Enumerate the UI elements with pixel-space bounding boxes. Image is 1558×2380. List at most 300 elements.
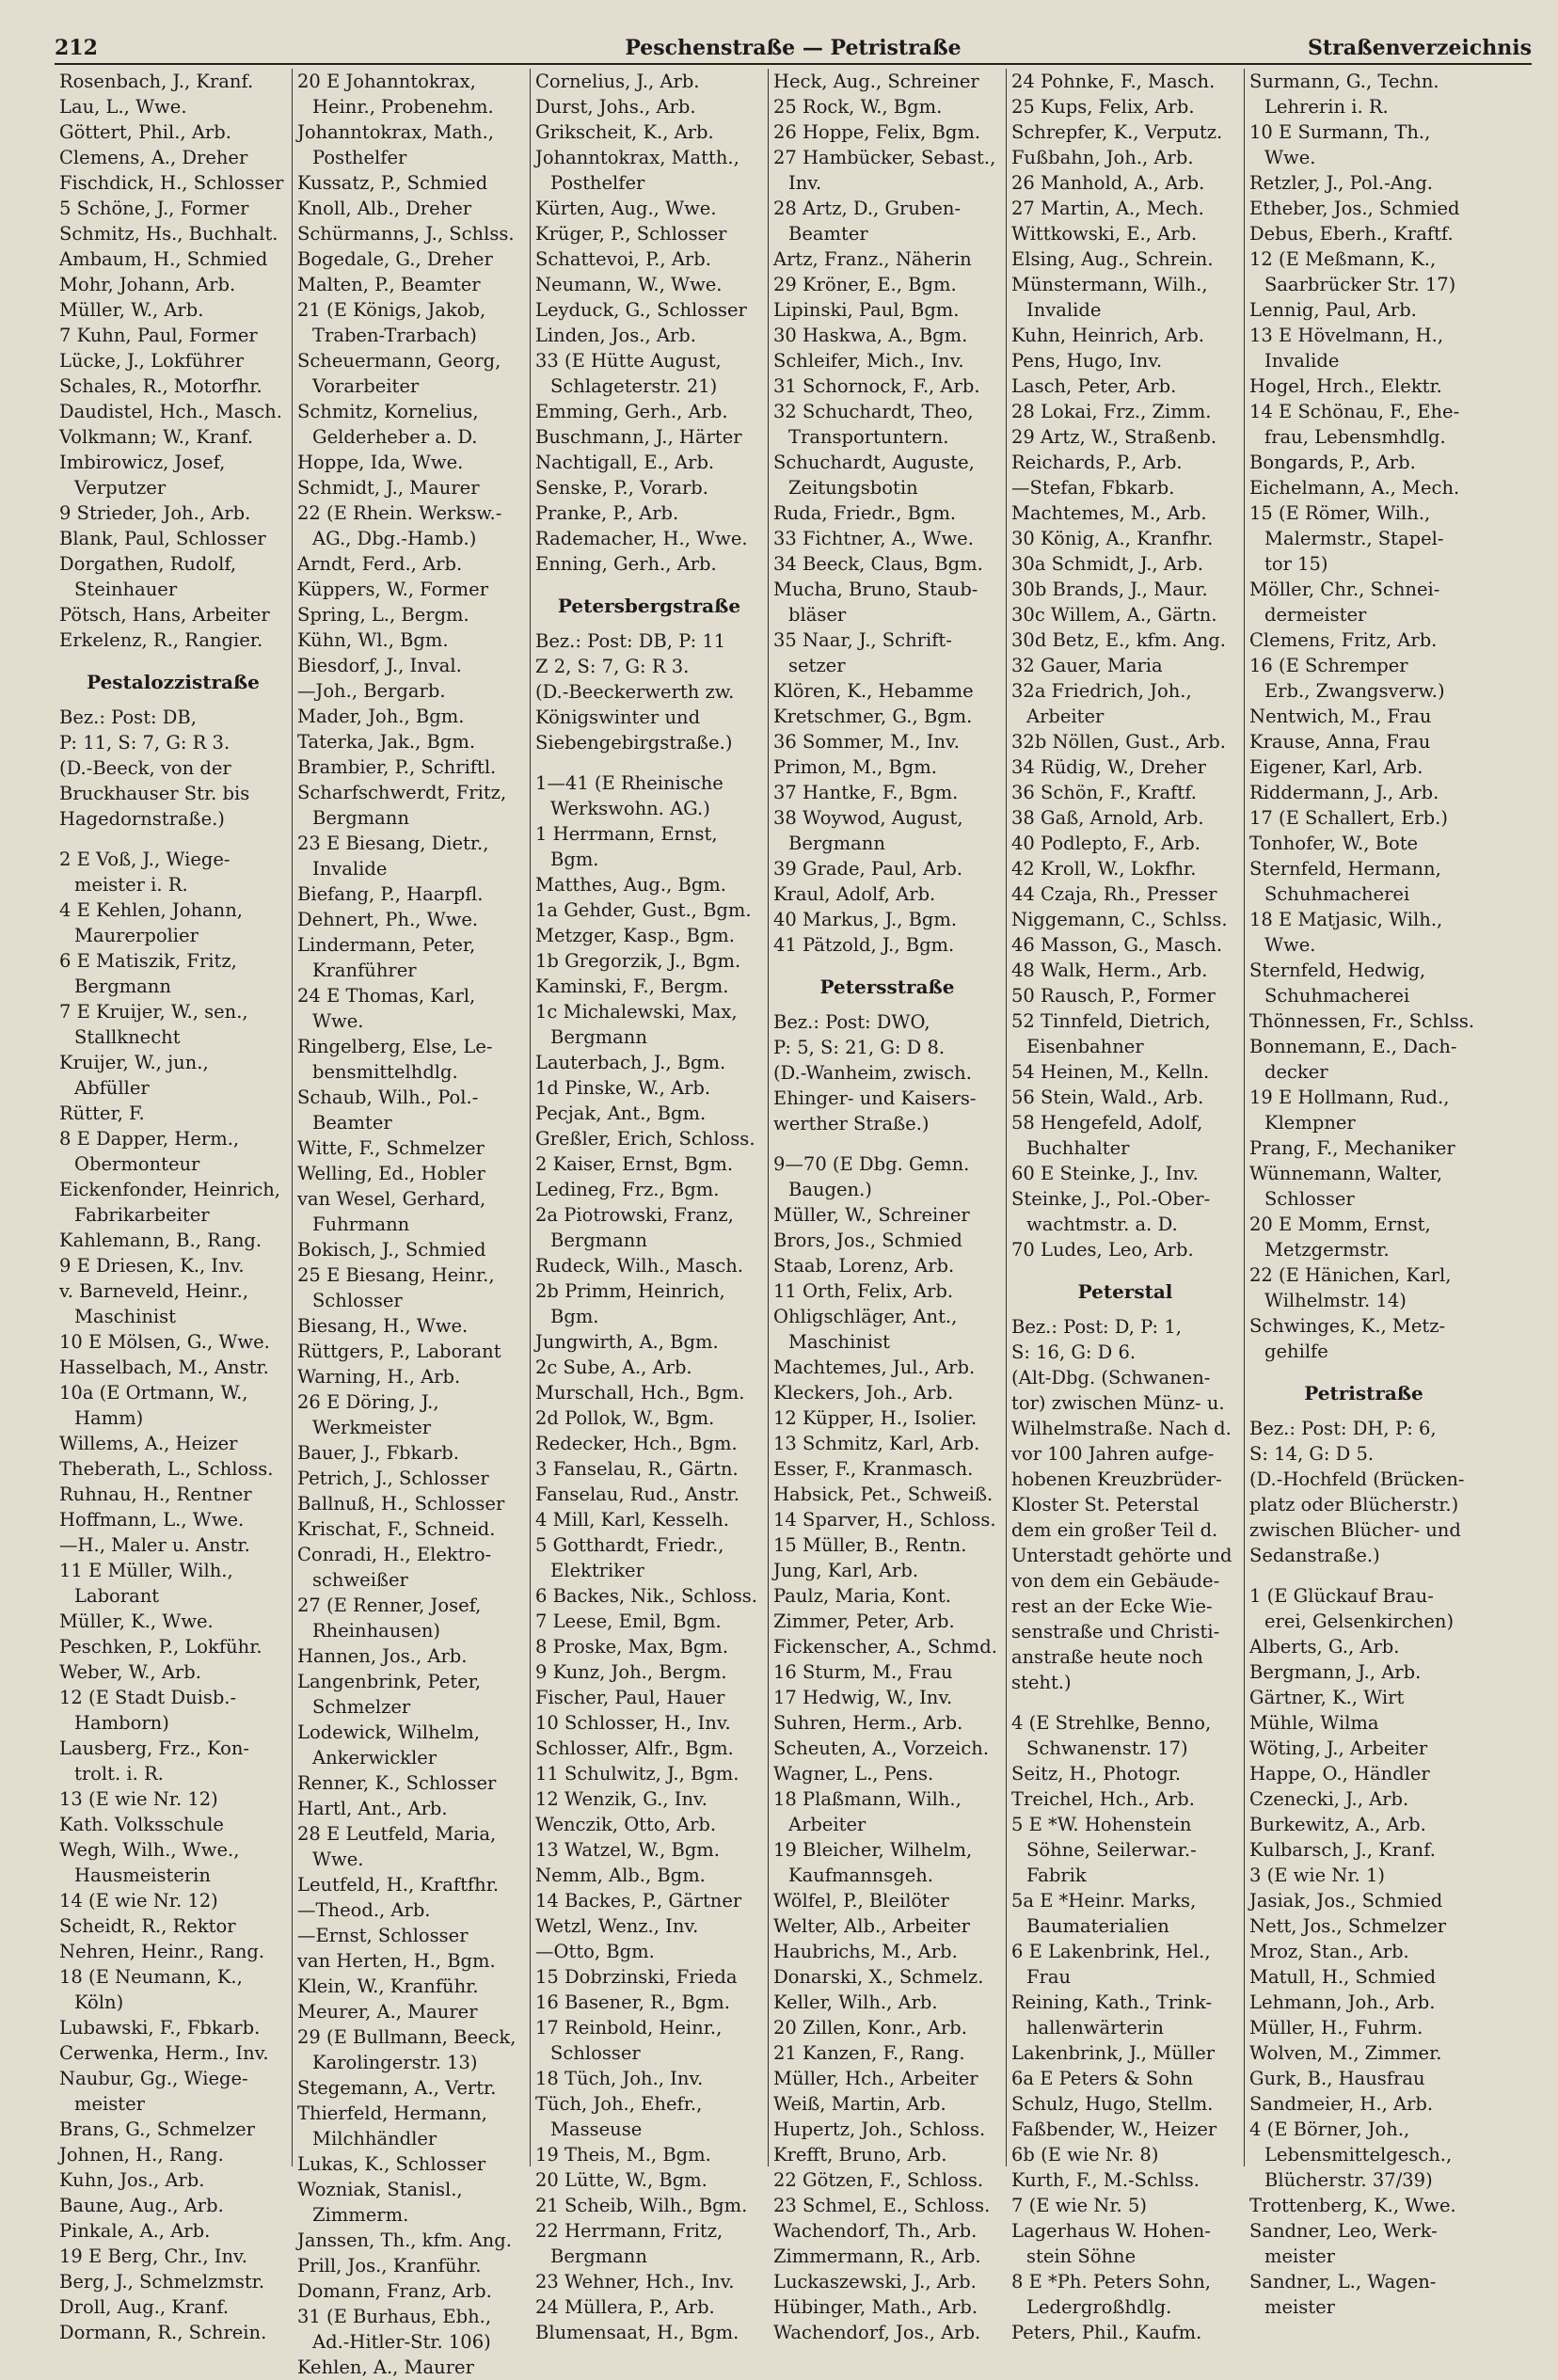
spacer xyxy=(773,1136,1001,1151)
directory-entry: Paulz, Maria, Kont. xyxy=(773,1585,951,1607)
spacer xyxy=(59,832,287,847)
directory-entry: Welter, Alb., Arbeiter xyxy=(773,1915,970,1937)
directory-entry: Schmidt, J., Maurer xyxy=(297,477,480,499)
directory-entry: Lücke, J., Lokführer xyxy=(59,350,245,372)
column-6 xyxy=(1245,69,1483,2318)
directory-entry: 1b Gregorzik, J., Bgm. xyxy=(535,950,741,972)
directory-entry: Scharfschwerdt, Fritz, xyxy=(297,782,507,803)
directory-entry: —H., Maler u. Anstr. xyxy=(59,1534,250,1556)
entry-continuation: meister xyxy=(74,2093,145,2115)
directory-entry: Krause, Anna, Frau xyxy=(1249,731,1431,753)
directory-entry: 28 Lokai, Frz., Zimm. xyxy=(1011,401,1212,422)
directory-entry: Daudistel, Hch., Masch. xyxy=(59,401,282,422)
street-heading: Peterstal xyxy=(1077,1280,1173,1303)
directory-entry: Ruda, Friedr., Bgm. xyxy=(773,502,957,524)
directory-entry: 2d Pollok, W., Bgm. xyxy=(535,1407,715,1429)
directory-entry: Ballnuß, H., Schlosser xyxy=(297,1493,505,1515)
directory-entry: 32 Schuchardt, Theo, xyxy=(773,401,974,422)
directory-entry: Hagedornstraße.) xyxy=(59,808,225,830)
directory-entry: 1 (E Glückauf Brau- xyxy=(1249,1585,1434,1607)
directory-entry: Kehlen, A., Maurer xyxy=(297,2356,474,2378)
entry-continuation: Ad.-Hitler-Str. 106) xyxy=(312,2331,491,2353)
directory-entry: 26 Hoppe, Felix, Bgm. xyxy=(773,121,981,143)
directory-entry: Ledineg, Frz., Bgm. xyxy=(535,1179,720,1200)
directory-entry: 28 Artz, D., Gruben- xyxy=(773,198,962,219)
directory-entry: 30 König, A., Kranfhr. xyxy=(1011,528,1214,549)
directory-entry: 9 Kunz, Joh., Bergm. xyxy=(535,1661,727,1683)
directory-entry: 11 Schulwitz, J., Bgm. xyxy=(535,1763,739,1785)
entry-continuation: Saarbrücker Str. 17) xyxy=(1264,274,1456,295)
directory-entry: 21 Kanzen, F., Rang. xyxy=(773,2042,965,2064)
entry-continuation: Bergmann xyxy=(312,807,409,829)
column-4 xyxy=(769,69,1007,2343)
entry-continuation: Schlosser xyxy=(312,1290,403,1311)
directory-entry: 29 (E Bullmann, Beeck, xyxy=(297,2026,517,2048)
directory-entry: Krefft, Bruno, Arb. xyxy=(773,2144,947,2166)
directory-entry: Mucha, Bruno, Staub- xyxy=(773,579,978,600)
directory-entry: 2c Sube, A., Arb. xyxy=(535,1357,692,1378)
directory-entry: Wetzl, Wenz., Inv. xyxy=(535,1915,699,1937)
directory-entry: Dehnert, Ph., Wwe. xyxy=(297,909,479,930)
entry-continuation: Ledergroßhdlg. xyxy=(1026,2296,1172,2318)
directory-entry: 10 Schlosser, H., Inv. xyxy=(535,1712,731,1734)
directory-entry: Surmann, G., Techn. xyxy=(1249,71,1439,92)
directory-entry: 32 Gauer, Maria xyxy=(1011,655,1163,676)
directory-entry: Wittkowski, E., Arb. xyxy=(1011,223,1198,245)
directory-entry: Wünnemann, Walter, xyxy=(1249,1163,1443,1184)
directory-entry: 15 Müller, B., Rentn. xyxy=(773,1534,967,1556)
directory-entry: 6b (E wie Nr. 8) xyxy=(1011,2144,1159,2166)
directory-entry: —Joh., Bergarb. xyxy=(297,680,446,702)
entry-continuation: Arbeiter xyxy=(788,1814,866,1835)
entry-continuation: Wwe. xyxy=(312,1848,364,1870)
entry-continuation: stein Söhne xyxy=(1026,2245,1137,2267)
spacer xyxy=(535,755,763,770)
directory-entry: Fischer, Paul, Hauer xyxy=(535,1687,725,1708)
directory-entry: 30c Willem, A., Gärtn. xyxy=(1011,604,1217,626)
directory-entry: 4 Mill, Karl, Kesselh. xyxy=(535,1509,729,1531)
directory-entry: (Alt-Dbg. (Schwanen- xyxy=(1011,1367,1211,1388)
column-1 xyxy=(55,69,293,2343)
directory-entry: S: 14, G: D 5. xyxy=(1249,1443,1375,1465)
directory-entry: 18 Tüch, Joh., Inv. xyxy=(535,2068,704,2089)
directory-entry: Zimmermann, R., Arb. xyxy=(773,2245,981,2267)
directory-entry: Sandner, Leo, Werk- xyxy=(1249,2220,1438,2242)
directory-entry: Willems, A., Heizer xyxy=(59,1433,238,1454)
directory-entry: hobenen Kreuzbrüder- xyxy=(1011,1468,1222,1490)
directory-entry: 30d Betz, E., kfm. Ang. xyxy=(1011,629,1226,651)
directory-entry: Wenczik, Otto, Arb. xyxy=(535,1814,717,1835)
directory-entry: Dormann, R., Schrein. xyxy=(59,2322,267,2343)
entry-continuation: trolt. i. R. xyxy=(74,1763,164,1785)
entry-continuation: Fabrikarbeiter xyxy=(74,1204,210,1226)
directory-entry: Lindermann, Peter, xyxy=(297,934,476,956)
entry-continuation: Wwe. xyxy=(1264,147,1316,168)
directory-entry: Schwinges, K., Metz- xyxy=(1249,1315,1446,1337)
directory-entry: von dem ein Gebäude- xyxy=(1011,1570,1220,1592)
directory-entry: Fußbahn, Joh., Arb. xyxy=(1011,147,1194,168)
directory-entry: Durst, Johs., Arb. xyxy=(535,96,696,118)
directory-entry: (D.-Hochfeld (Brücken- xyxy=(1249,1468,1465,1490)
directory-entry: Klören, K., Hebamme xyxy=(773,680,974,702)
directory-entry: Hartl, Ant., Arb. xyxy=(297,1798,448,1819)
directory-entry: 27 Hambücker, Sebast., xyxy=(773,147,996,168)
directory-entry: Matull, H., Schmied xyxy=(1249,1966,1437,1988)
entry-continuation: Steinhauer xyxy=(74,579,178,600)
directory-entry: Lakenbrink, J., Müller xyxy=(1011,2042,1216,2064)
directory-entry: 12 Wenzik, G., Inv. xyxy=(535,1788,707,1810)
directory-entry: 20 E Momm, Ernst, xyxy=(1249,1214,1431,1235)
directory-entry: Rademacher, H., Wwe. xyxy=(535,528,748,549)
directory-entry: 6 E Matiszik, Fritz, xyxy=(59,950,237,972)
directory-entry: 18 (E Neumann, K., xyxy=(59,1966,243,1988)
directory-entry: Lau, L., Wwe. xyxy=(59,96,187,118)
entry-continuation: Baumaterialien xyxy=(1026,1915,1169,1937)
directory-entry: Ambaum, H., Schmied xyxy=(59,248,268,270)
entry-continuation: Bgm. xyxy=(550,849,599,870)
directory-entry: 15 Dobrzinski, Frieda xyxy=(535,1966,738,1988)
directory-entry: Weiß, Martin, Arb. xyxy=(773,2093,946,2115)
directory-entry: 1a Gehder, Gust., Bgm. xyxy=(535,899,752,921)
directory-entry: 9 E Driesen, K., Inv. xyxy=(59,1255,245,1277)
directory-entry: Königswinter und xyxy=(535,706,701,728)
directory-entry: Erkelenz, R., Rangier. xyxy=(59,629,263,651)
directory-entry: Krischat, F., Schneid. xyxy=(297,1518,496,1540)
directory-entry: 7 E Kruijer, W., sen., xyxy=(59,1001,248,1023)
directory-entry: Gurk, B., Hausfrau xyxy=(1249,2068,1425,2089)
directory-entry: zwischen Blücher- und xyxy=(1249,1519,1461,1541)
entry-continuation: Wilhelmstr. 14) xyxy=(1264,1290,1407,1311)
directory-entry: P: 5, S: 21, G: D 8. xyxy=(773,1037,946,1058)
directory-entry: 54 Heinen, M., Kelln. xyxy=(1011,1061,1210,1083)
directory-entry: 24 Pohnke, F., Masch. xyxy=(1011,71,1216,92)
directory-entry: Biesdorf, J., Inval. xyxy=(297,655,462,676)
directory-entry: 11 Orth, Felix, Arb. xyxy=(773,1280,954,1302)
directory-entry: 1 Herrmann, Ernst, xyxy=(535,823,718,845)
directory-entry: Warning, H., Arb. xyxy=(297,1366,461,1388)
directory-entry: Witte, F., Schmelzer xyxy=(297,1137,485,1159)
directory-entry: Kath. Volksschule xyxy=(59,1814,224,1835)
entry-continuation: Werkswohn. AG.) xyxy=(550,798,710,819)
directory-entry: 24 E Thomas, Karl, xyxy=(297,985,476,1007)
directory-entry: Pötsch, Hans, Arbeiter xyxy=(59,604,270,626)
entry-continuation: Bergmann xyxy=(788,833,885,854)
directory-entry: Hoppe, Ida, Wwe. xyxy=(297,452,464,473)
directory-entry: Treichel, Hch., Arb. xyxy=(1011,1788,1195,1810)
directory-entry: Johanntokrax, Math., xyxy=(297,121,494,143)
directory-entry: Fickenscher, A., Schmd. xyxy=(773,1636,997,1658)
directory-entry: Machtemes, Jul., Arb. xyxy=(773,1357,976,1378)
entry-continuation: gehilfe xyxy=(1264,1341,1328,1362)
directory-entry: 29 Artz, W., Straßenb. xyxy=(1011,426,1217,448)
directory-entry: 50 Rausch, P., Former xyxy=(1011,985,1216,1007)
entry-continuation: Vorarbeiter xyxy=(312,375,420,397)
directory-entry: Czenecki, J., Arb. xyxy=(1249,1788,1409,1810)
street-heading: Petristraße xyxy=(1304,1382,1423,1404)
directory-entry: 4 E Kehlen, Johann, xyxy=(59,899,243,921)
directory-entry: 20 Lütte, W., Bgm. xyxy=(535,2169,707,2191)
directory-entry: 22 Götzen, F., Schloss. xyxy=(773,2169,984,2191)
directory-entry: 46 Masson, G., Masch. xyxy=(1011,934,1223,956)
entry-continuation: Kranführer xyxy=(312,960,417,981)
page-number: 212 xyxy=(55,36,98,60)
entry-continuation: Verputzer xyxy=(74,477,167,499)
directory-entry: 28 E Leutfeld, Maria, xyxy=(297,1823,497,1845)
entry-continuation: Schuhmacherei xyxy=(1264,883,1410,905)
directory-entry: Müller, K., Wwe. xyxy=(59,1610,214,1632)
entry-continuation: Beamter xyxy=(312,1112,392,1134)
column-3 xyxy=(531,69,769,2343)
directory-entry: 15 (E Römer, Wilh., xyxy=(1249,502,1431,524)
directory-entry: Schürmanns, J., Schlss. xyxy=(297,223,515,245)
directory-entry: 13 Schmitz, Karl, Arb. xyxy=(773,1433,980,1454)
directory-entry: Lasch, Peter, Arb. xyxy=(1011,375,1177,397)
entry-continuation: Heinr., Probenehm. xyxy=(312,96,494,118)
entry-continuation: meister i. R. xyxy=(74,874,188,896)
directory-entry: Riddermann, J., Arb. xyxy=(1249,782,1439,803)
directory-entry: Lukas, K., Schlosser xyxy=(297,2153,486,2175)
entry-continuation: Invalide xyxy=(1264,350,1340,372)
entry-continuation: Schuhmacherei xyxy=(1264,985,1410,1007)
directory-entry: Malten, P., Beamter xyxy=(297,274,481,295)
directory-entry: 16 Basener, R., Bgm. xyxy=(535,1991,730,2013)
directory-entry: Lausberg, Frz., Kon- xyxy=(59,1737,250,1759)
directory-entry: Nett, Jos., Schmelzer xyxy=(1249,1915,1447,1937)
directory-entry: Cornelius, J., Arb. xyxy=(535,71,700,92)
directory-entry: Kleckers, Joh., Arb. xyxy=(773,1382,954,1404)
entry-continuation: Masseuse xyxy=(550,2118,643,2140)
directory-entry: 19 E Berg, Chr., Inv. xyxy=(59,2245,247,2267)
directory-entry: Primon, M., Bgm. xyxy=(773,756,937,778)
directory-entry: Krüger, P., Schlosser xyxy=(535,223,727,245)
directory-entry: 17 Hedwig, W., Inv. xyxy=(773,1687,953,1708)
entry-continuation: Beamter xyxy=(788,223,868,245)
directory-entry: v. Barneveld, Heinr., xyxy=(59,1280,249,1302)
column-2 xyxy=(293,69,531,2378)
directory-entry: Conradi, H., Elektro- xyxy=(297,1544,492,1565)
directory-entry: Kuhn, Jos., Arb. xyxy=(59,2169,205,2191)
directory-entry: Lennig, Paul, Arb. xyxy=(1249,299,1417,321)
directory-entry: 20 E Johanntokrax, xyxy=(297,71,476,92)
entry-continuation: Hamborn) xyxy=(74,1712,169,1734)
directory-entry: 17 Reinbold, Heinr., xyxy=(535,2017,723,2039)
directory-entry: dem ein großer Teil d. xyxy=(1011,1519,1218,1541)
directory-entry: 13 (E wie Nr. 12) xyxy=(59,1788,218,1810)
entry-continuation: Bergmann xyxy=(550,1230,647,1251)
directory-entry: 20 Zillen, Konr., Arb. xyxy=(773,2017,967,2039)
directory-entry: Gärtner, K., Wirt xyxy=(1249,1687,1405,1708)
entry-continuation: Arbeiter xyxy=(1026,706,1105,727)
entry-continuation: Schlageterstr. 21) xyxy=(550,375,718,397)
directory-entry: 6a E Peters & Sohn xyxy=(1011,2068,1194,2089)
spacer xyxy=(1249,1568,1478,1583)
directory-entry: Pranke, P., Arb. xyxy=(535,502,679,524)
entry-continuation: Wwe. xyxy=(312,1010,364,1032)
directory-entry: Trottenberg, K., Wwe. xyxy=(1249,2195,1456,2216)
directory-entry: 41 Pätzold, J., Bgm. xyxy=(773,934,955,956)
directory-entry: 70 Ludes, Leo, Arb. xyxy=(1011,1239,1194,1261)
directory-entry: Rosenbach, J., Kranf. xyxy=(59,71,254,92)
directory-entry: Faßbender, W., Heizer xyxy=(1011,2118,1217,2140)
directory-entry: 38 Gaß, Arnold, Arb. xyxy=(1011,807,1204,829)
entry-continuation: Posthelfer xyxy=(312,147,407,168)
directory-entry: 14 E Schönau, F., Ehe- xyxy=(1249,401,1460,422)
directory-entry: Pecjak, Ant., Bgm. xyxy=(535,1103,707,1124)
directory-entry: Droll, Aug., Kranf. xyxy=(59,2296,230,2318)
entry-continuation: Bergmann xyxy=(74,976,171,997)
entry-continuation: Bergmann xyxy=(550,2245,647,2267)
directory-entry: Seitz, H., Photogr. xyxy=(1011,1763,1182,1785)
entry-continuation: Traben-Trarbach) xyxy=(312,325,477,346)
directory-entry: 2a Piotrowski, Franz, xyxy=(535,1204,734,1226)
directory-entry: Petrich, J., Schlosser xyxy=(297,1468,489,1489)
directory-entry: Lehmann, Joh., Arb. xyxy=(1249,1991,1436,2013)
directory-entry: 36 Schön, F., Kraftf. xyxy=(1011,782,1197,803)
directory-entry: 17 (E Schallert, Erb.) xyxy=(1249,807,1448,829)
directory-entry: Grikscheit, K., Arb. xyxy=(535,121,714,143)
directory-entry: 25 Rock, W., Bgm. xyxy=(773,96,943,118)
entry-continuation: Kaufmannsgeh. xyxy=(788,1864,933,1886)
directory-entry: Niggemann, C., Schlss. xyxy=(1011,909,1228,930)
directory-entry: anstraße heute noch xyxy=(1011,1646,1203,1668)
directory-entry: Senske, P., Vorarb. xyxy=(535,477,708,499)
directory-entry: 18 Plaßmann, Wilh., xyxy=(773,1788,962,1810)
directory-entry: Bonnemann, E., Dach- xyxy=(1249,1036,1457,1057)
entry-continuation: Invalide xyxy=(1026,299,1102,321)
entry-continuation: Stallknecht xyxy=(74,1026,181,1048)
street-heading: Petersbergstraße xyxy=(557,595,741,617)
directory-entry: Donarski, X., Schmelz. xyxy=(773,1966,984,1988)
entry-continuation: Rheinhausen) xyxy=(312,1620,441,1642)
directory-entry: Hoffmann, L., Wwe. xyxy=(59,1509,245,1531)
directory-entry: 4 (E Börner, Joh., xyxy=(1249,2118,1410,2140)
entry-continuation: Köln) xyxy=(74,1991,124,2013)
directory-entry: Neumann, W., Wwe. xyxy=(535,274,723,295)
directory-entry: Langenbrink, Peter, xyxy=(297,1671,482,1692)
directory-entry: (D.-Beeckerwerth zw. xyxy=(535,681,735,703)
directory-entry: 6 Backes, Nik., Schloss. xyxy=(535,1585,757,1607)
directory-entry: Ehinger- und Kaisers- xyxy=(773,1087,977,1109)
directory-entry: Johnen, H., Rang. xyxy=(59,2144,224,2166)
directory-entry: 3 (E wie Nr. 1) xyxy=(1249,1864,1385,1886)
directory-entry: 12 (E Stadt Duisb.- xyxy=(59,1687,237,1708)
directory-entry: Pens, Hugo, Inv. xyxy=(1011,350,1163,372)
directory-entry: 2 Kaiser, Ernst, Bgm. xyxy=(535,1153,734,1175)
directory-entry: Pinkale, A., Arb. xyxy=(59,2220,211,2242)
directory-entry: 7 Leese, Emil, Bgm. xyxy=(535,1610,722,1632)
directory-entry: platz oder Blücherstr.) xyxy=(1249,1494,1459,1515)
entry-continuation: Inv. xyxy=(788,172,822,194)
directory-entry: 7 Kuhn, Paul, Former xyxy=(59,325,258,346)
directory-entry: —Ernst, Schlosser xyxy=(297,1925,469,1946)
directory-entry: Mühle, Wilma xyxy=(1249,1712,1379,1734)
directory-entry: Schales, R., Motorfhr. xyxy=(59,375,262,397)
directory-entry: 9—70 (E Dbg. Gemn. xyxy=(773,1153,970,1175)
directory-entry: Kussatz, P., Schmied xyxy=(297,172,488,194)
directory-entry: Ruhnau, H., Rentner xyxy=(59,1484,252,1505)
directory-entry: Berg, J., Schmelzmstr. xyxy=(59,2271,265,2293)
directory-entry: 39 Grade, Paul, Arb. xyxy=(773,858,963,880)
directory-entry: 25 Kups, Felix, Arb. xyxy=(1011,96,1195,118)
entry-continuation: AG., Dbg.-Hamb.) xyxy=(312,528,477,549)
directory-entry: 33 Fichtner, A., Wwe. xyxy=(773,528,974,549)
page-title: Peschenstraße — Petristraße xyxy=(625,36,962,60)
directory-entry: Wachendorf, Jos., Arb. xyxy=(773,2322,981,2343)
directory-entry: Cerwenka, Herm., Inv. xyxy=(59,2042,269,2064)
directory-entry: Johanntokrax, Matth., xyxy=(535,147,739,168)
directory-entry: 7 (E wie Nr. 5) xyxy=(1011,2195,1147,2216)
entry-continuation: Metzgermstr. xyxy=(1264,1239,1390,1261)
directory-entry: 19 E Hollmann, Rud., xyxy=(1249,1087,1450,1108)
spacer xyxy=(1011,1695,1239,1710)
directory-entry: 8 E Dapper, Herm., xyxy=(59,1128,240,1150)
directory-entry: Wolven, M., Zimmer. xyxy=(1249,2042,1442,2064)
directory-entry: Sandmeier, H., Arb. xyxy=(1249,2093,1434,2115)
entry-continuation: Ankerwickler xyxy=(312,1747,437,1769)
directory-entry: Peters, Phil., Kaufm. xyxy=(1011,2322,1202,2343)
directory-entry: Spring, L., Bergm. xyxy=(297,604,469,626)
entry-continuation: Elektriker xyxy=(550,1560,644,1581)
directory-entry: Arndt, Ferd., Arb. xyxy=(297,553,463,575)
directory-entry: Sternfeld, Hedwig, xyxy=(1249,960,1426,981)
directory-entry: 24 Müllera, P., Arb. xyxy=(535,2296,715,2318)
directory-entry: Wilhelmstraße. Nach d. xyxy=(1011,1418,1232,1439)
entry-continuation: Maschinist xyxy=(74,1306,176,1327)
directory-entry: Jung, Karl, Arb. xyxy=(773,1560,919,1581)
directory-entry: Janssen, Th., kfm. Ang. xyxy=(297,2229,512,2251)
directory-entry: 12 Küpper, H., Isolier. xyxy=(773,1407,978,1429)
directory-entry: Clemens, Fritz, Arb. xyxy=(1249,629,1438,651)
directory-entry: Mader, Joh., Bgm. xyxy=(297,706,465,727)
directory-entry: Schuchardt, Auguste, xyxy=(773,452,975,473)
directory-entry: Happe, O., Händler xyxy=(1249,1763,1430,1785)
directory-entry: 23 E Biesang, Dietr., xyxy=(297,833,489,854)
directory-entry: Sedanstraße.) xyxy=(1249,1545,1380,1566)
entry-continuation: Eisenbahner xyxy=(1026,1036,1144,1057)
directory-entry: 23 Schmel, E., Schloss. xyxy=(773,2195,991,2216)
directory-entry: Suhren, Herm., Arb. xyxy=(773,1712,963,1734)
directory-entry: Dorgathen, Rudolf, xyxy=(59,553,237,575)
directory-entry: Jasiak, Jos., Schmied xyxy=(1249,1890,1443,1912)
entry-continuation: Lebensmittelgesch., xyxy=(1264,2144,1453,2166)
directory-entry: Bongards, P., Arb. xyxy=(1249,452,1416,473)
directory-entry: Naubur, Gg., Wiege- xyxy=(59,2068,248,2089)
directory-entry: Haubrichs, M., Arb. xyxy=(773,1941,958,1962)
directory-entry: P: 11, S: 7, G: R 3. xyxy=(59,732,231,754)
directory-entry: 1d Pinske, W., Arb. xyxy=(535,1077,711,1099)
entry-continuation: Fabrik xyxy=(1026,1864,1087,1886)
entry-continuation: wachtmstr. a. D. xyxy=(1026,1214,1178,1235)
directory-entry: Müller, W., Schreiner xyxy=(773,1204,970,1226)
directory-entry: Prang, F., Mechaniker xyxy=(1249,1137,1455,1159)
directory-entry: Hupertz, Joh., Schloss. xyxy=(773,2118,986,2140)
directory-entry: —Stefan, Fbkarb. xyxy=(1011,477,1175,499)
directory-entry: Lauterbach, J., Bgm. xyxy=(535,1052,726,1073)
directory-entry: Müller, H., Fuhrm. xyxy=(1249,2017,1423,2039)
directory-entry: Murschall, Hch., Bgm. xyxy=(535,1382,745,1404)
entry-continuation: meister xyxy=(1264,2296,1335,2318)
directory-entry: Kaminski, F., Bergm. xyxy=(535,976,729,997)
directory-entry: werther Straße.) xyxy=(773,1113,930,1134)
directory-entry: Buschmann, J., Härter xyxy=(535,426,742,448)
directory-entry: 31 (E Burhaus, Ebh., xyxy=(297,2306,492,2327)
directory-entry: Biefang, P., Haarpfl. xyxy=(297,883,484,905)
directory-entry: vor 100 Jahren aufge- xyxy=(1011,1443,1215,1465)
entry-continuation: decker xyxy=(1264,1061,1328,1083)
directory-entry: 2 E Voß, J., Wiege- xyxy=(59,849,231,870)
directory-entry: Lubawski, F., Fbkarb. xyxy=(59,2017,261,2039)
directory-entry: Artz, Franz., Näherin xyxy=(773,248,972,270)
